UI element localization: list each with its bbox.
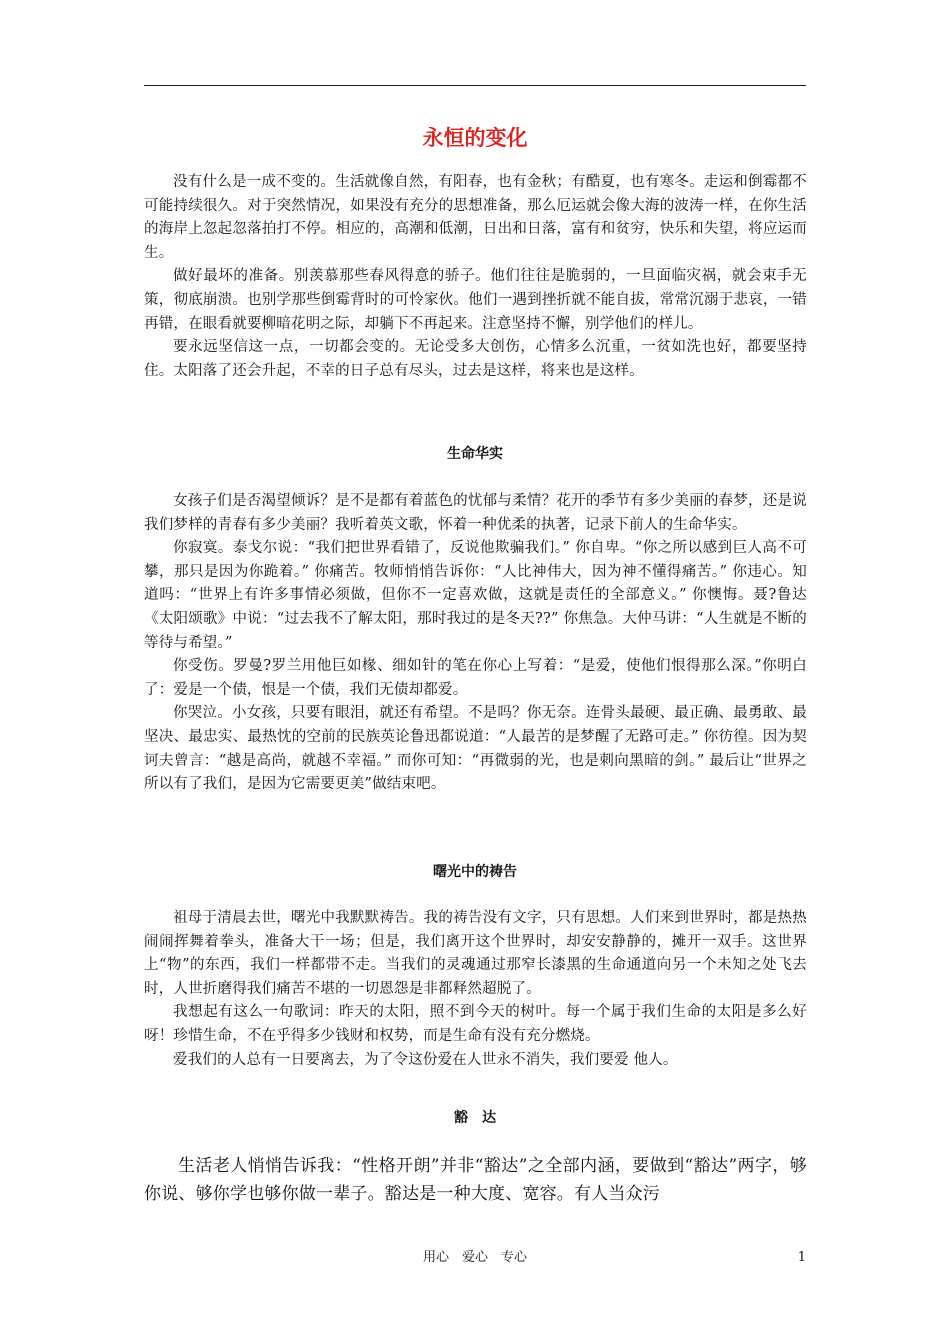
paragraph: 我想起有这么一句歌词：昨天的太阳，照不到今天的树叶。每一个属于我们生命的太阳是多么好呀！珍惜生命，不在乎得多少钱财和权势，而是生命有没有充分燃烧。 <box>144 1004 807 1044</box>
section-2-body <box>144 490 807 797</box>
paragraph: 没有什么是一成不变的。生活就像自然，有阳春，也有金秋；有酷夏，也有寒冬。走运和倒霉都不可能持续很久。对于突然情况，如果没有充分的思想准备，那么厄运就会像大海的波涛一样，在你生活的海岸上忽起忽落拍打不停。相应的，高潮和低潮，日出和日落，富有和贫穷，快乐和失望，将应运而生。 <box>144 174 807 261</box>
section-heading: 曙光中的祷告 <box>433 864 517 880</box>
section-1-body <box>144 171 807 383</box>
section-heading: 生命华实 <box>447 446 503 462</box>
section-heading: 豁 达 <box>454 1110 496 1126</box>
paragraph: 你哭泣。小女孩，只要有眼泪，就还有希望。不是吗？你无奈。连骨头最硬、最正确、最勇敢、最坚决、最忠实、最热忱的空前的民族英论鲁迅都说道：“人最苦的是梦醒了无路可走。” 你彷徨。因为契诃夫曾言：“越是高尚，就越不幸福。” 而你可知：“再微弱的光，也是刺向黑暗的剑。” 最后让“世界之所以有了我们，是因为它需要更美”做结束吧。 <box>144 705 807 793</box>
paragraph: 你寂寞。泰戈尔说：“我们把世界看错了，反说他欺骗我们。” 你自卑。“你之所以感到巨人高不可攀，那只是因为你跪着。” 你痛苦。牧师悄悄告诉你：“人比神伟大，因为神不懂得痛苦。” 你违心。知道吗：“世界上有许多事情必须做，但你不一定喜欢做，这就是责任的全部意义。” 你懊悔。聂?鲁达《太阳颂歌》中说：“过去我不了解太阳，那时我过的是冬天??” 你焦急。大仲马讲：“人生就是不断的等待与希望。” <box>144 540 808 651</box>
paragraph: 你受伤。罗曼?罗兰用他巨如椽、细如针的笔在你心上写着：“是爱，使他们恨得那么深。”你明白了：爱是一个债，恨是一个债，我们无债却都爱。 <box>144 658 807 698</box>
document-title: 永恒的变化 <box>422 126 528 150</box>
paragraph: 生活老人悄悄告诉我：“性格开朗”并非“豁达”之全部内涵，要做到“豁达”两字，够你说、够你学也够你做一辈子。豁达是一种大度、宽容。有人当众污 <box>144 1156 807 1204</box>
footer-motto: 用心 爱心 专心 <box>422 1250 527 1265</box>
paragraph: 爱我们的人总有一日要离去，为了令这份爱在人世永不消失，我们要爱 他人。 <box>173 1051 678 1068</box>
section-3-body <box>144 907 807 1072</box>
paragraph: 女孩子们是否渴望倾诉？是不是都有着蓝色的忧郁与柔情？花开的季节有多少美丽的春梦，还是说我们梦样的青春有多少美丽？我听着英文歌，怀着一种优柔的执著，记录下前人的生命华实。 <box>144 493 807 533</box>
paragraph: 祖母于清晨去世，曙光中我默默祷告。我的祷告没有文字，只有思想。人们来到世界时，都是热热闹闹挥舞着拳头，准备大干一场；但是，我们离开这个世界时，却安安静静的，摊开一双手。这世界上“物”的东西，我们一样都带不走。当我们的灵魂通过那窄长漆黑的生命通道向另一个未知之处飞去时，人世折磨得我们痛苦不堪的一切恩怨是非都释然超脱了。 <box>144 910 807 997</box>
paragraph: 做好最坏的准备。别羡慕那些春风得意的骄子。他们往往是脆弱的，一旦面临灾祸，就会束手无策，彻底崩溃。也别学那些倒霉背时的可怜家伙。他们一遇到挫折就不能自拔，常常沉溺于悲哀，一错再错，在眼看就要柳暗花明之际，却躺下不再起来。注意坚持不懈，别学他们的样儿。 <box>144 268 807 332</box>
header-rule <box>144 85 806 86</box>
paragraph: 要永远坚信这一点，一切都会变的。无论受多大创伤，心情多么沉重，一贫如洗也好，都要坚持住。太阳落了还会升起，不幸的日子总有尽头，过去是这样，将来也是这样。 <box>144 339 807 379</box>
page-number: 1 <box>797 1250 806 1265</box>
section-4-body <box>144 1152 807 1208</box>
